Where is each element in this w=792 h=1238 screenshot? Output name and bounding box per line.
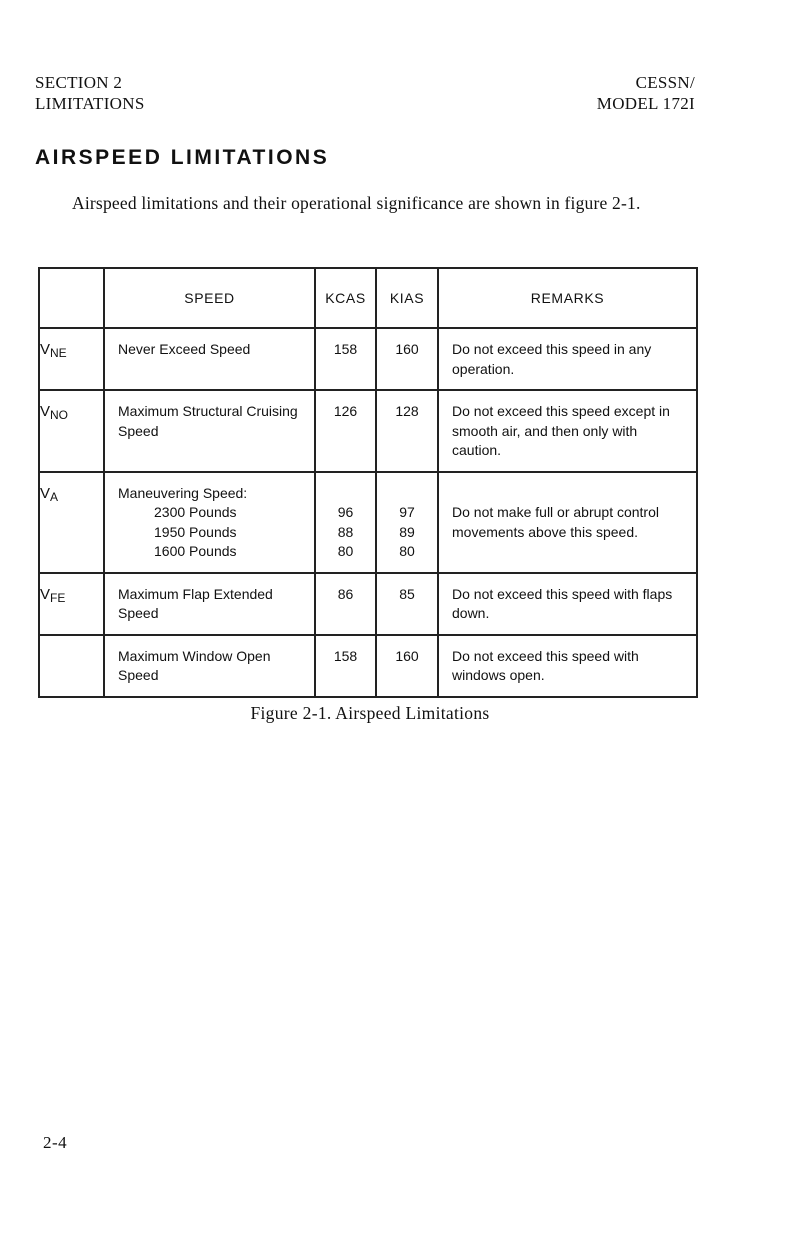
running-header-left (35, 72, 145, 114)
speed-symbol (39, 635, 104, 697)
kcas-value: 80 (337, 543, 354, 559)
kcas-value: 88 (337, 523, 354, 540)
table-row (39, 635, 697, 697)
kias-value: 89 (399, 523, 415, 540)
remarks-text: Do not exceed this speed with flaps down. (438, 573, 697, 635)
remarks-text: Do not exceed this speed except in smooth air, and then only with caution. (438, 390, 697, 472)
kcas-value: 126 (315, 390, 376, 472)
kias-values (376, 472, 438, 573)
weight-label: 2300 Pounds (154, 504, 237, 520)
table-row (39, 328, 697, 390)
intro-paragraph: Airspeed limitations and their operational significance are shown in figure 2-1. (72, 193, 641, 213)
kias-value: 160 (376, 328, 438, 390)
figure-caption: Figure 2-1. Airspeed Limitations (250, 703, 490, 723)
table-row (39, 573, 697, 635)
remarks-text: Do not exceed this speed in any operation. (438, 328, 697, 390)
running-header-right (597, 72, 695, 114)
speed-name (104, 472, 315, 573)
remarks-text: Do not make full or abrupt control movements above this speed. (438, 472, 697, 573)
weight-label: 1600 Pounds (154, 543, 237, 559)
table-header-row (39, 268, 697, 328)
section-label: SECTION 2 (35, 73, 123, 92)
speed-symbol: $V_{NE}$ (39, 328, 104, 390)
kias-value: 160 (376, 635, 438, 697)
header-kias: KIAS (376, 268, 438, 328)
section-title: AIRSPEED LIMITATIONS (35, 146, 330, 169)
kias-value: 85 (376, 573, 438, 635)
kias-value: 128 (376, 390, 438, 472)
header-remarks: REMARKS (438, 268, 697, 328)
weight-label: 1950 Pounds (154, 523, 237, 540)
kcas-value: 158 (315, 635, 376, 697)
manufacturer-label: CESSN/ (635, 73, 695, 92)
speed-name: Never Exceed Speed (104, 328, 315, 390)
speed-name: Maximum Window Open Speed (104, 635, 315, 697)
speed-name: Maximum Flap Extended Speed (104, 573, 315, 635)
kcas-value: 96 (337, 504, 354, 520)
page-number: 2-4 (43, 1133, 68, 1152)
kcas-value: 86 (315, 573, 376, 635)
kias-value: 80 (399, 543, 415, 559)
kcas-values (315, 472, 376, 573)
speed-symbol: $V_A$ (39, 472, 104, 573)
table-row (39, 472, 697, 573)
remarks-text: Do not exceed this speed with windows open. (438, 635, 697, 697)
speed-symbol: $V_{NO}$ (39, 390, 104, 472)
maneuvering-speed-label: Maneuvering Speed: (118, 484, 248, 501)
speed-name: Maximum Structural Cruising Speed (104, 390, 315, 472)
airspeed-limitations-table (38, 267, 698, 698)
header-speed: SPEED (104, 268, 315, 328)
header-kcas: KCAS (315, 268, 376, 328)
speed-symbol: $V_{FE}$ (39, 573, 104, 635)
chapter-label: LIMITATIONS (35, 94, 145, 113)
model-label: MODEL 172I (596, 94, 695, 113)
kias-value: 97 (399, 504, 415, 520)
header-symbol (39, 268, 104, 328)
table-row (39, 390, 697, 472)
kcas-value: 158 (315, 328, 376, 390)
